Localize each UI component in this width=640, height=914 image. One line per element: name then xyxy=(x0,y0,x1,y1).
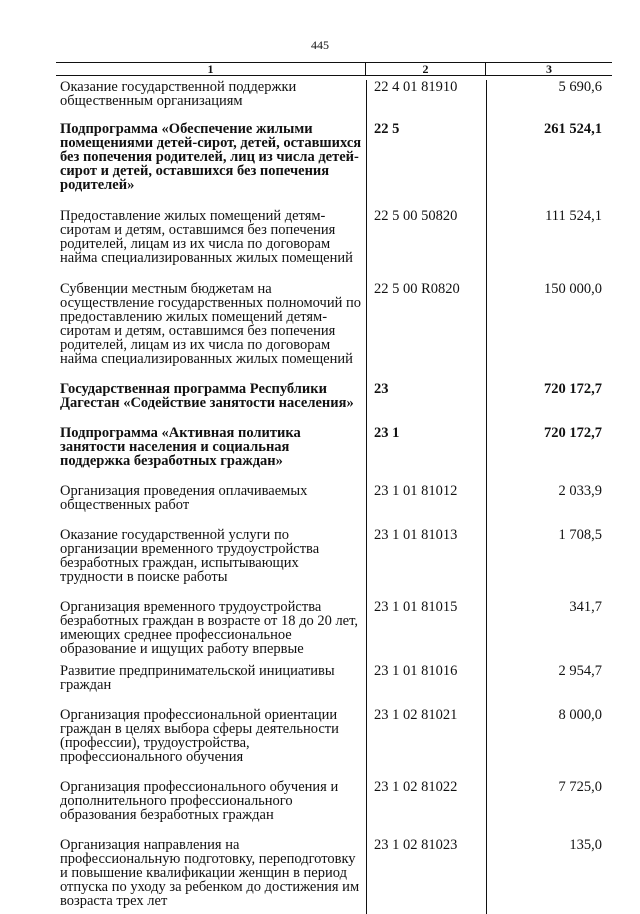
row-amount: 720 172,7 xyxy=(544,381,602,397)
row-name: Оказание государственной поддержки общественным организациям xyxy=(60,79,297,109)
row-amount: 341,7 xyxy=(569,599,602,615)
row-amount: 1 708,5 xyxy=(558,527,602,543)
table-row xyxy=(56,528,612,584)
row-code: 23 1 01 81013 xyxy=(374,527,458,543)
row-amount: 8 000,0 xyxy=(558,707,602,723)
table-row xyxy=(56,426,612,468)
table-bottom-spacer xyxy=(56,908,612,914)
table-row xyxy=(56,838,612,908)
row-amount: 150 000,0 xyxy=(544,281,602,297)
header-col-1: 1 xyxy=(56,63,366,75)
table-row xyxy=(56,664,612,692)
row-name: Организация профессионального обучения и дополнительного профессионального образования безработных граждан xyxy=(60,779,339,823)
header-col-2: 2 xyxy=(366,63,486,75)
table-row xyxy=(56,80,612,108)
row-amount: 111 524,1 xyxy=(545,208,602,224)
row-name: Организация проведения оплачиваемых общественных работ xyxy=(60,483,308,513)
row-code: 23 1 02 81023 xyxy=(374,837,458,853)
row-code: 23 xyxy=(374,381,389,397)
table-row xyxy=(56,484,612,512)
table-row xyxy=(56,122,612,192)
row-code: 23 1 02 81021 xyxy=(374,707,458,723)
row-amount: 2 033,9 xyxy=(558,483,602,499)
row-code: 22 4 01 81910 xyxy=(374,79,458,95)
row-amount: 2 954,7 xyxy=(558,663,602,679)
table-row xyxy=(56,209,612,265)
page-number: 445 xyxy=(311,38,329,52)
row-name: Предоставление жилых помещений детям-сиротам и детям, оставшимся без попечения родителей, лицам из их числа по договорам найма специализированных жилых помещений xyxy=(60,208,353,266)
table-row xyxy=(56,282,612,366)
header-col-3: 3 xyxy=(546,62,552,76)
row-code: 22 5 xyxy=(374,121,400,137)
row-name: Государственная программа Республики Дагестан «Содействие занятости населения» xyxy=(60,381,354,411)
table-row xyxy=(56,600,612,656)
table-row xyxy=(56,708,612,764)
row-code: 23 1 01 81016 xyxy=(374,663,458,679)
row-name: Субвенции местным бюджетам на осуществление государственных полномочий по предоставлению жилых помещений детям-сиротам и детям, оставшимся без попечения родителей, лицам из их числа по договорам найма специализированных жилых помещений xyxy=(60,281,361,367)
table-row xyxy=(56,780,612,822)
row-name: Развитие предпринимательской инициативы граждан xyxy=(60,663,335,693)
row-amount: 7 725,0 xyxy=(558,779,602,795)
row-name: Организация профессиональной ориентации граждан в целях выбора сферы деятельности (профессии), трудоустройства, профессионального обучения xyxy=(60,707,339,765)
table-row xyxy=(56,382,612,410)
row-amount: 135,0 xyxy=(569,837,602,853)
row-amount: 720 172,7 xyxy=(544,425,602,441)
row-code: 23 1 01 81012 xyxy=(374,483,458,499)
row-amount: 5 690,6 xyxy=(558,79,602,95)
row-amount: 261 524,1 xyxy=(544,121,602,137)
row-code: 23 1 xyxy=(374,425,400,441)
row-name: Организация направления на профессиональную подготовку, переподготовку и повышение квалификации женщин в период отпуска по уходу за ребенком до достижения им возраста трех лет xyxy=(60,837,360,909)
budget-table xyxy=(56,62,612,914)
row-name: Подпрограмма «Обеспечение жилыми помещениями детей-сирот, детей, оставшихся без попечения родителей, лиц из числа детей-сирот и детей, оставшихся без попечения родителей» xyxy=(60,121,362,193)
table-body xyxy=(56,80,612,914)
row-code: 23 1 01 81015 xyxy=(374,599,458,615)
row-name: Оказание государственной услуги по организации временного трудоустройства безработных граждан, испытывающих трудности в поиске работы xyxy=(60,527,320,585)
row-code: 22 5 00 50820 xyxy=(374,208,458,224)
table-header-row xyxy=(56,62,612,76)
row-name: Подпрограмма «Активная политика занятости населения и социальная поддержка безработных граждан» xyxy=(60,425,301,469)
row-code: 23 1 02 81022 xyxy=(374,779,458,795)
row-name: Организация временного трудоустройства безработных граждан в возрасте от 18 до 20 лет, имеющих среднее профессиональное образование и ищущих работу впервые xyxy=(60,599,358,657)
row-code: 22 5 00 R0820 xyxy=(374,281,460,297)
